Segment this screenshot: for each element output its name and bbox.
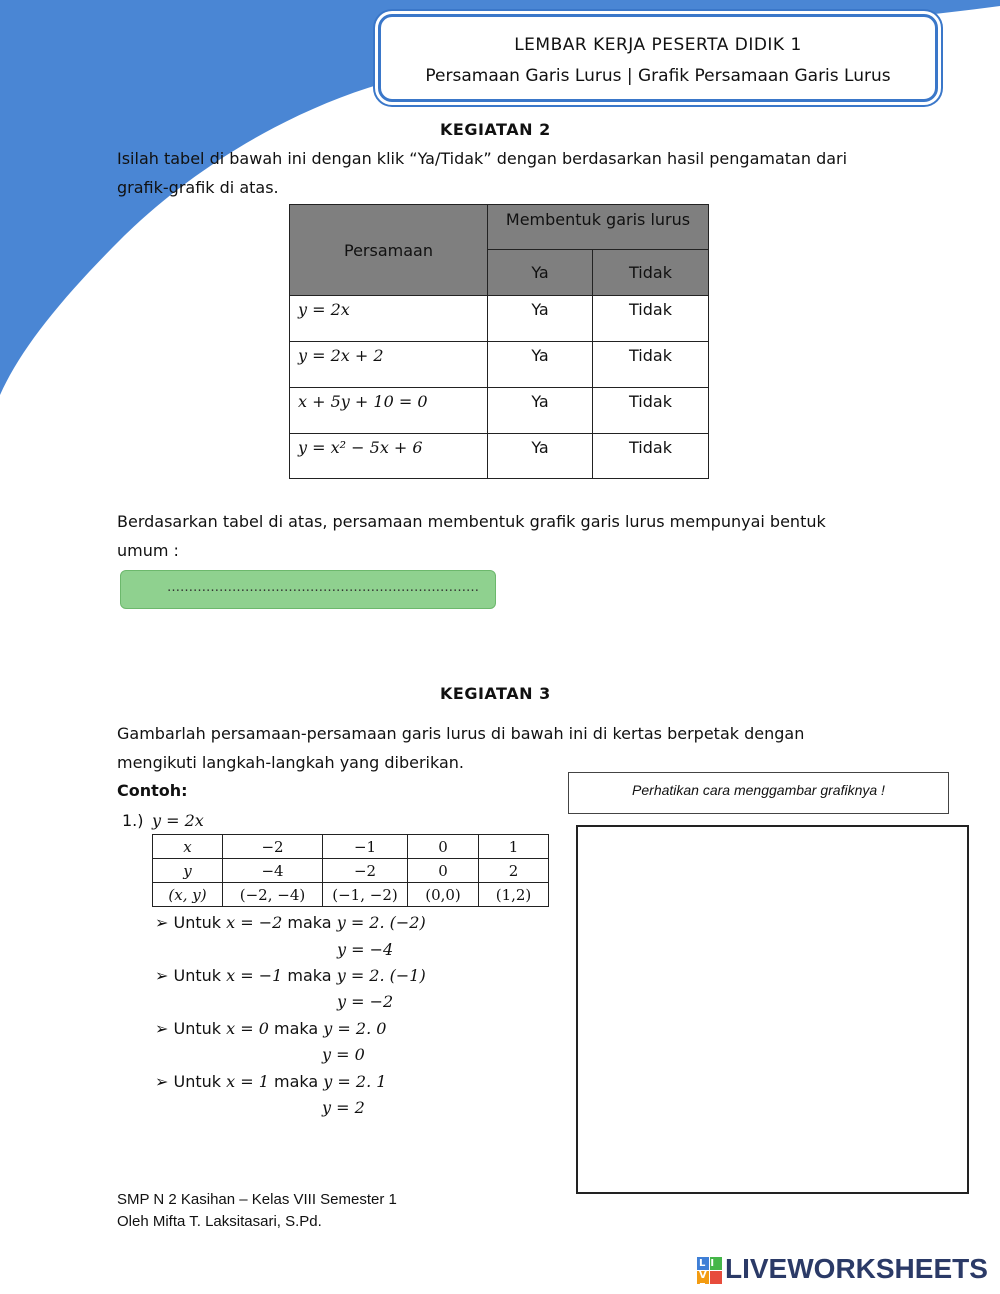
equation-cell: y = x² − 5x + 6 xyxy=(290,434,488,479)
header-tidak: Tidak xyxy=(593,250,709,296)
step-maka: maka xyxy=(274,1072,319,1091)
header-ya: Ya xyxy=(488,250,593,296)
step-3-result: y = 0 xyxy=(322,1045,365,1064)
step-label: Untuk xyxy=(173,913,222,932)
worksheet-subtitle: Persamaan Garis Lurus | Grafik Persamaan Garis Lurus xyxy=(425,66,891,86)
liveworksheets-logo xyxy=(697,1253,997,1293)
conclusion-text xyxy=(117,507,826,565)
general-form-answer-input[interactable] xyxy=(120,570,496,609)
table-row xyxy=(290,388,709,434)
ya-option[interactable]: Ya xyxy=(488,434,593,479)
table-row xyxy=(153,883,549,907)
graph-drawing-area xyxy=(576,825,969,1194)
cell: −4 xyxy=(223,859,323,883)
tidak-option[interactable]: Tidak xyxy=(593,434,709,479)
answer-placeholder: ……………………………………………………………… xyxy=(167,580,479,595)
ya-option[interactable]: Ya xyxy=(488,342,593,388)
ya-option[interactable]: Ya xyxy=(488,388,593,434)
arrow-bullet-icon: ➢ xyxy=(155,966,169,985)
ya-option[interactable]: Ya xyxy=(488,296,593,342)
arrow-bullet-icon: ➢ xyxy=(155,1072,169,1091)
step-expression: y = 2. (−2) xyxy=(336,913,426,932)
instruction-line-1: Gambarlah persamaan-persamaan garis lurus di bawah ini di kertas berpetak dengan xyxy=(117,724,805,743)
tidak-option[interactable]: Tidak xyxy=(593,388,709,434)
value-table xyxy=(152,834,549,907)
instruction-line-2: mengikuti langkah-langkah yang diberikan. xyxy=(117,753,464,772)
step-3 xyxy=(155,1019,386,1038)
header-membentuk-garis-lurus: Membentuk garis lurus xyxy=(488,205,709,250)
kegiatan-3-title: KEGIATAN 3 xyxy=(440,684,551,703)
step-label: Untuk xyxy=(173,1072,222,1091)
kegiatan-2-title: KEGIATAN 2 xyxy=(440,120,551,139)
cell: 2 xyxy=(479,859,549,883)
step-maka: maka xyxy=(287,913,332,932)
note-box xyxy=(568,772,949,814)
conclusion-line-1: Berdasarkan tabel di atas, persamaan membentuk grafik garis lurus mempunyai bentuk xyxy=(117,512,826,531)
brand-name: LIVEWORKSHEETS xyxy=(725,1253,988,1284)
footer-school: SMP N 2 Kasihan – Kelas VIII Semester 1 xyxy=(117,1191,397,1208)
tidak-option[interactable]: Tidak xyxy=(593,296,709,342)
step-expression: y = 2. 1 xyxy=(323,1072,387,1091)
row-label-x: x xyxy=(153,835,223,859)
instruction-line-1: Isilah tabel di bawah ini dengan klik “Ya/Tidak” dengan berdasarkan hasil pengamatan dari xyxy=(117,149,848,168)
line-check-table xyxy=(289,204,709,479)
arrow-bullet-icon: ➢ xyxy=(155,1019,169,1038)
table-row xyxy=(290,434,709,479)
tidak-option[interactable]: Tidak xyxy=(593,342,709,388)
cell: −2 xyxy=(223,835,323,859)
logo-letters: LIVE xyxy=(699,1258,720,1293)
step-1 xyxy=(155,913,426,932)
footer-author: Oleh Mifta T. Laksitasari, S.Pd. xyxy=(117,1213,322,1230)
step-4-result: y = 2 xyxy=(322,1098,365,1117)
step-label: Untuk xyxy=(173,966,222,985)
header-persamaan: Persamaan xyxy=(290,205,488,296)
step-maka: maka xyxy=(287,966,332,985)
equation-cell: y = 2x + 2 xyxy=(290,342,488,388)
note-text: Perhatikan cara menggambar grafiknya ! xyxy=(632,782,885,798)
step-1-result: y = −4 xyxy=(337,940,394,959)
equation-cell: y = 2x xyxy=(290,296,488,342)
step-condition: x = −2 xyxy=(226,913,283,932)
step-condition: x = −1 xyxy=(226,966,283,985)
step-condition: x = 1 xyxy=(226,1072,269,1091)
equation-cell: x + 5y + 10 = 0 xyxy=(290,388,488,434)
table-row xyxy=(290,342,709,388)
step-expression: y = 2. 0 xyxy=(323,1019,387,1038)
cell: −2 xyxy=(323,859,408,883)
step-maka: maka xyxy=(274,1019,319,1038)
kegiatan-2-instruction xyxy=(117,144,847,202)
kegiatan-3-instruction xyxy=(117,719,804,777)
cell: (0,0) xyxy=(408,883,479,907)
conclusion-line-2: umum : xyxy=(117,541,179,560)
step-2 xyxy=(155,966,426,985)
step-expression: y = 2. (−1) xyxy=(336,966,426,985)
cell: 0 xyxy=(408,835,479,859)
step-4 xyxy=(155,1072,386,1091)
step-condition: x = 0 xyxy=(226,1019,269,1038)
cell: (−2, −4) xyxy=(223,883,323,907)
cell: (−1, −2) xyxy=(323,883,408,907)
table-row xyxy=(290,296,709,342)
example-number: 1.) xyxy=(122,811,144,830)
table-row xyxy=(153,859,549,883)
cell: (1,2) xyxy=(479,883,549,907)
worksheet-title: LEMBAR KERJA PESERTA DIDIK 1 xyxy=(514,35,802,55)
cell: −1 xyxy=(323,835,408,859)
example-equation: y = 2x xyxy=(152,811,204,830)
row-label-y: y xyxy=(153,859,223,883)
cell: 0 xyxy=(408,859,479,883)
instruction-line-2: grafik-grafik di atas. xyxy=(117,178,279,197)
table-row xyxy=(153,835,549,859)
cell: 1 xyxy=(479,835,549,859)
step-2-result: y = −2 xyxy=(337,992,394,1011)
row-label-xy: (x, y) xyxy=(153,883,223,907)
header-box xyxy=(378,14,938,102)
step-label: Untuk xyxy=(173,1019,222,1038)
arrow-bullet-icon: ➢ xyxy=(155,913,169,932)
footer xyxy=(117,1189,397,1233)
contoh-label: Contoh: xyxy=(117,781,188,800)
